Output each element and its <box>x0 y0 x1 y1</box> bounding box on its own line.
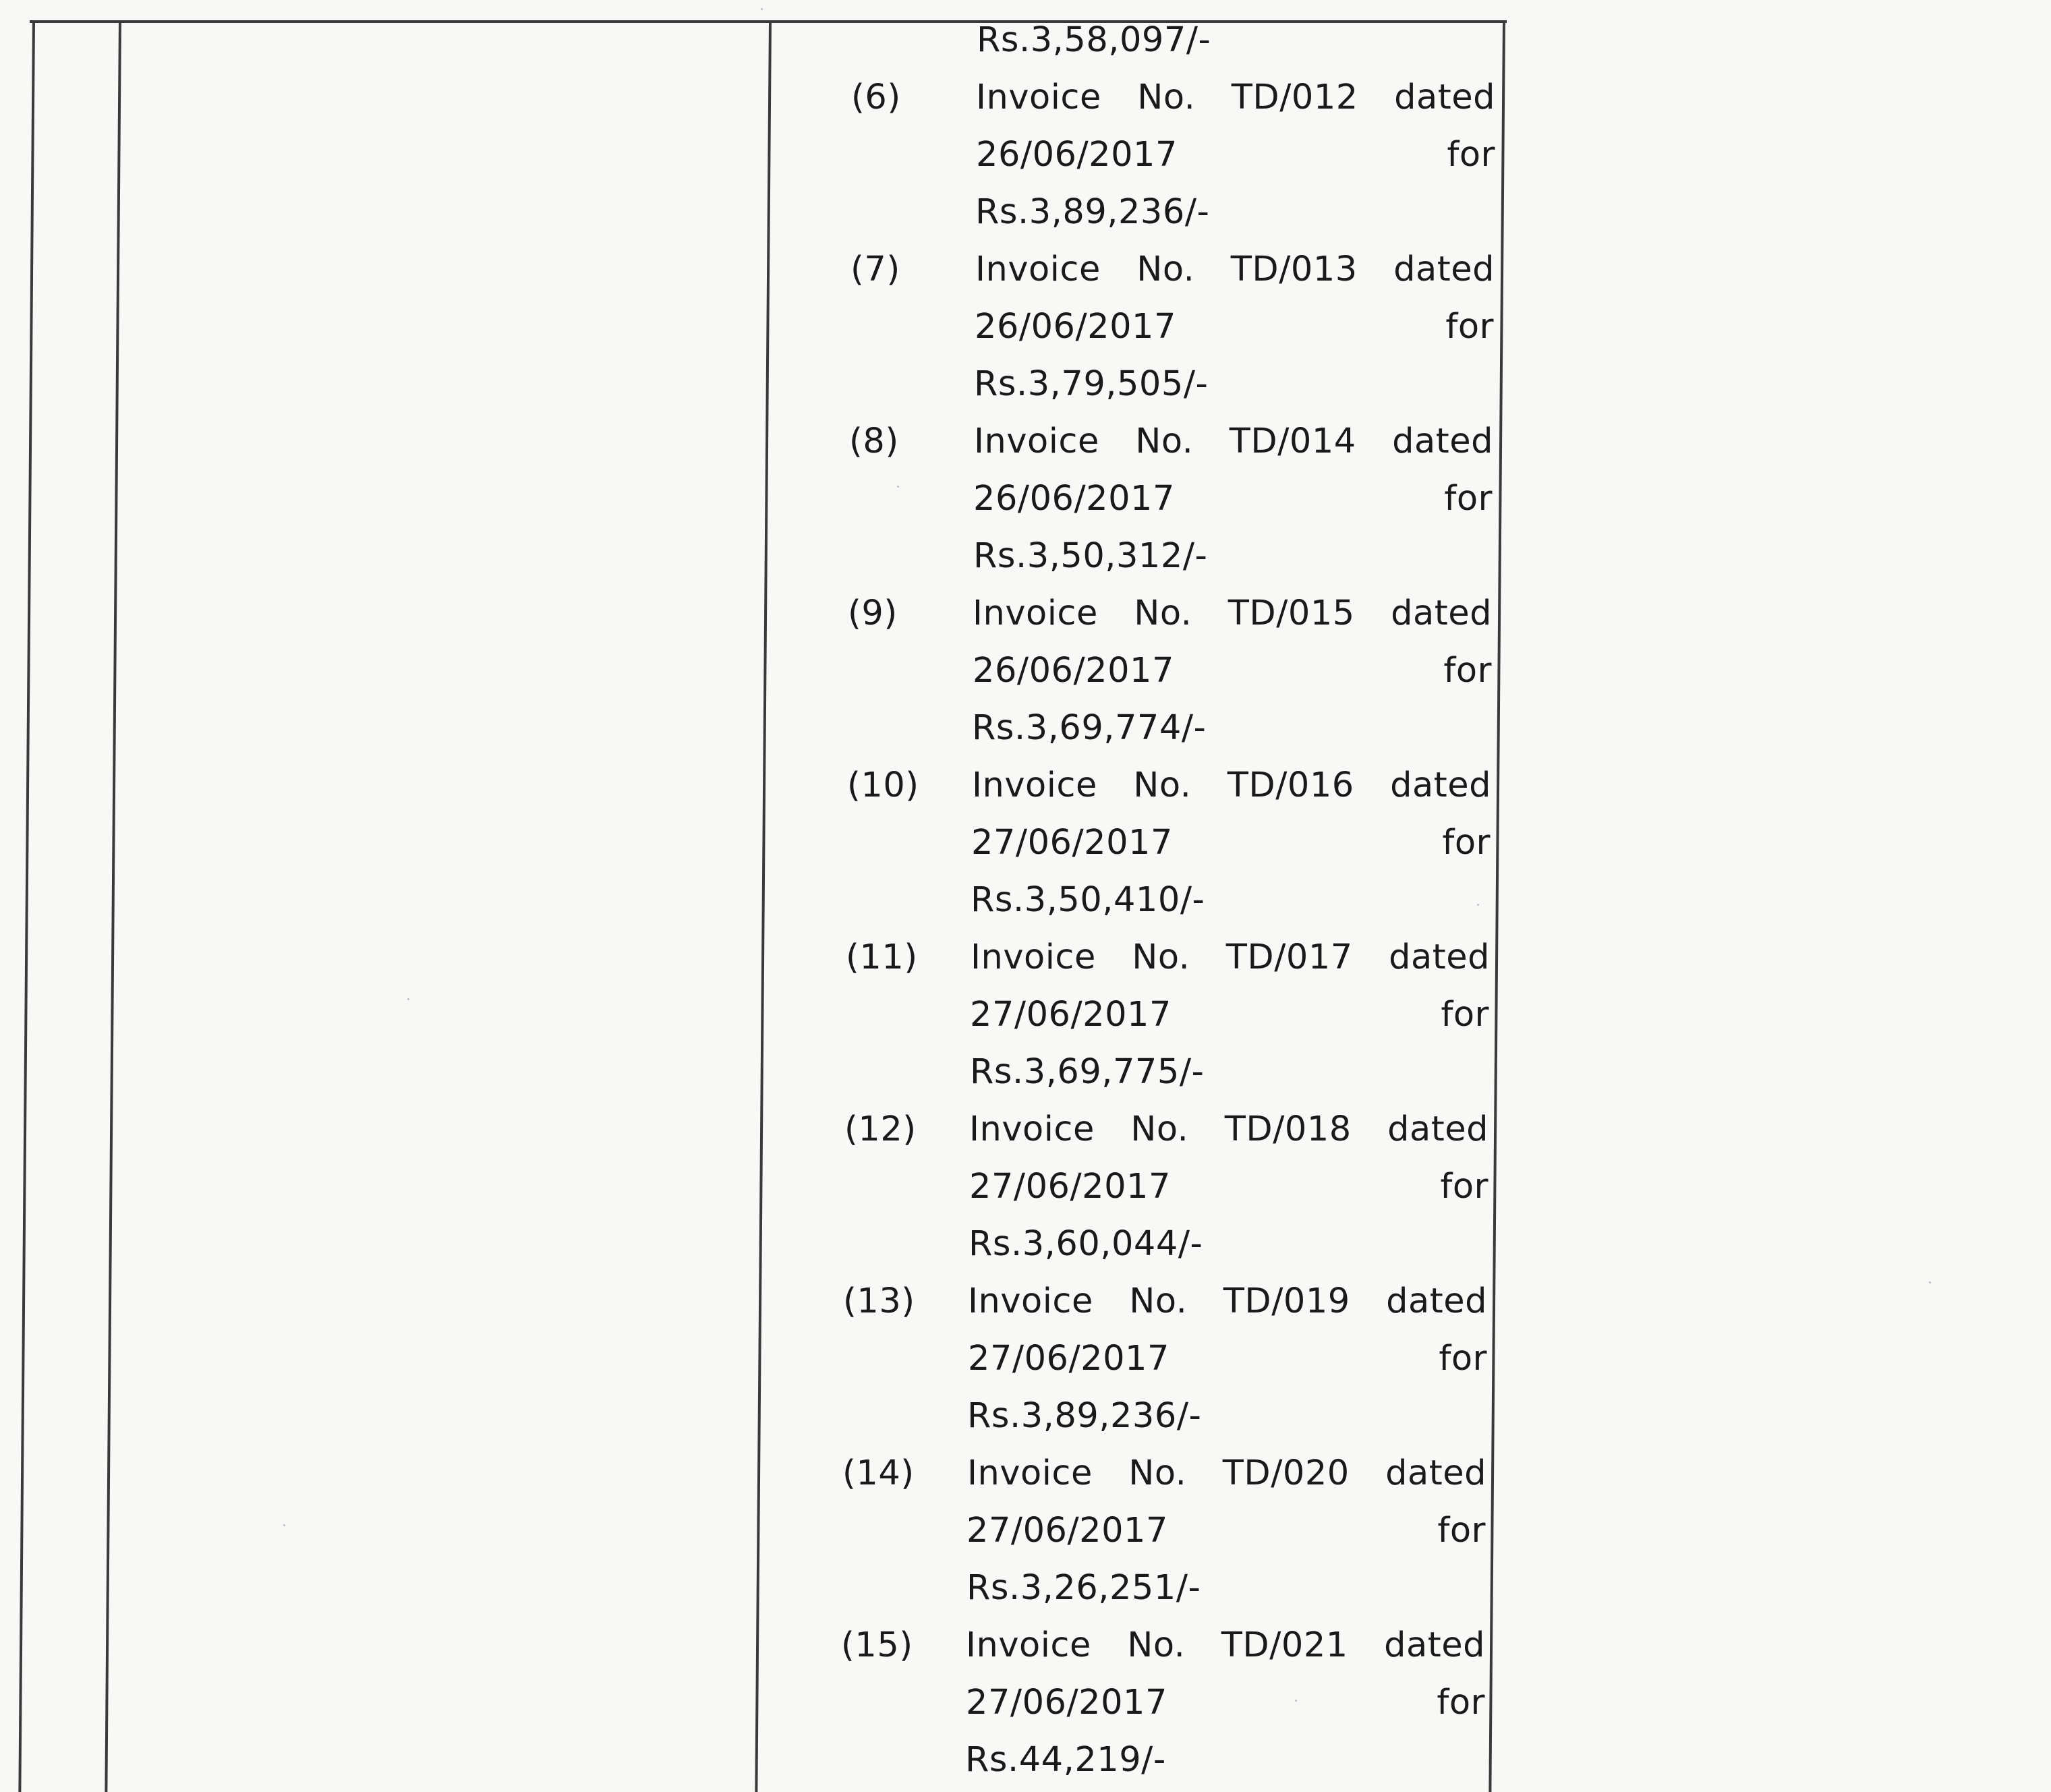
invoice-date: 27/06/2017 <box>966 1683 1167 1723</box>
invoice-line: Invoice No. TD/015 dated <box>973 594 1492 633</box>
scan-speck <box>407 998 409 1000</box>
invoice-amount: Rs.44,219/- <box>965 1740 1166 1780</box>
invoice-date-row <box>970 995 1489 1035</box>
invoice-date-row <box>971 823 1491 863</box>
invoice-date-row <box>966 1511 1486 1551</box>
entry-index: (10) <box>847 765 919 805</box>
scan-speck <box>1929 1281 1931 1283</box>
entry-index: (7) <box>850 250 900 289</box>
for-label: for <box>1441 995 1489 1035</box>
for-label: for <box>1443 651 1492 691</box>
for-label: for <box>1437 1683 1485 1723</box>
entry-index: (15) <box>841 1625 913 1665</box>
invoice-date-row <box>969 1167 1489 1207</box>
invoice-date: 26/06/2017 <box>976 135 1178 175</box>
invoice-line: Invoice No. TD/018 dated <box>969 1109 1489 1149</box>
invoice-amount: Rs.3,60,044/- <box>969 1224 1203 1264</box>
invoice-line: Invoice No. TD/012 dated <box>976 78 1495 117</box>
for-label: for <box>1444 479 1493 519</box>
invoice-line: Invoice No. TD/020 dated <box>967 1453 1486 1493</box>
entry-index: (12) <box>844 1109 917 1149</box>
table-column-divider <box>105 20 121 1792</box>
invoice-amount: Rs.3,69,775/- <box>970 1052 1205 1092</box>
scan-speck <box>761 8 763 10</box>
invoice-date: 26/06/2017 <box>973 479 1175 519</box>
invoice-date: 27/06/2017 <box>966 1511 1168 1551</box>
invoice-date-row <box>966 1683 1485 1723</box>
scan-speck <box>1295 1700 1297 1702</box>
invoice-amount: Rs.3,69,774/- <box>972 708 1207 748</box>
invoice-date: 27/06/2017 <box>969 1167 1171 1207</box>
for-label: for <box>1439 1339 1487 1379</box>
for-label: for <box>1440 1167 1489 1207</box>
scan-speck <box>897 486 899 488</box>
entry-index: (9) <box>848 594 898 633</box>
for-label: for <box>1437 1511 1486 1551</box>
table-left-border <box>18 20 35 1792</box>
invoice-amount: Rs.3,50,410/- <box>971 880 1205 920</box>
invoice-line: Invoice No. TD/019 dated <box>968 1281 1487 1321</box>
invoice-line: Invoice No. TD/021 dated <box>966 1625 1485 1665</box>
invoice-date-row <box>973 651 1492 691</box>
carryover-amount: Rs.3,58,097/- <box>977 20 1211 60</box>
invoice-date: 27/06/2017 <box>970 995 1172 1035</box>
invoice-line: Invoice No. TD/016 dated <box>972 765 1491 805</box>
entry-index: (6) <box>851 78 901 117</box>
for-label: for <box>1442 823 1491 863</box>
entry-index: (11) <box>846 937 918 977</box>
entry-index: (8) <box>849 422 899 461</box>
table-column-divider <box>755 20 772 1792</box>
invoice-line: Invoice No. TD/014 dated <box>974 422 1493 461</box>
for-label: for <box>1445 307 1494 347</box>
invoice-date-row <box>968 1339 1487 1379</box>
scan-speck <box>283 1524 285 1526</box>
invoice-date: 27/06/2017 <box>968 1339 1169 1379</box>
invoice-date-row <box>975 307 1494 347</box>
entry-index: (13) <box>843 1281 915 1321</box>
for-label: for <box>1447 135 1495 175</box>
entry-index: (14) <box>842 1453 915 1493</box>
invoice-date: 26/06/2017 <box>975 307 1176 347</box>
invoice-date: 26/06/2017 <box>973 651 1174 691</box>
invoice-amount: Rs.3,26,251/- <box>966 1568 1201 1608</box>
invoice-date: 27/06/2017 <box>971 823 1173 863</box>
invoice-date-row <box>976 135 1495 175</box>
invoice-amount: Rs.3,50,312/- <box>973 536 1208 576</box>
invoice-amount: Rs.3,89,236/- <box>967 1396 1202 1436</box>
invoice-amount: Rs.3,79,505/- <box>974 364 1209 404</box>
invoice-line: Invoice No. TD/017 dated <box>971 937 1490 977</box>
scan-speck <box>1477 904 1479 906</box>
invoice-date-row <box>973 479 1493 519</box>
invoice-amount: Rs.3,89,236/- <box>975 192 1210 232</box>
invoice-line: Invoice No. TD/013 dated <box>975 250 1495 289</box>
